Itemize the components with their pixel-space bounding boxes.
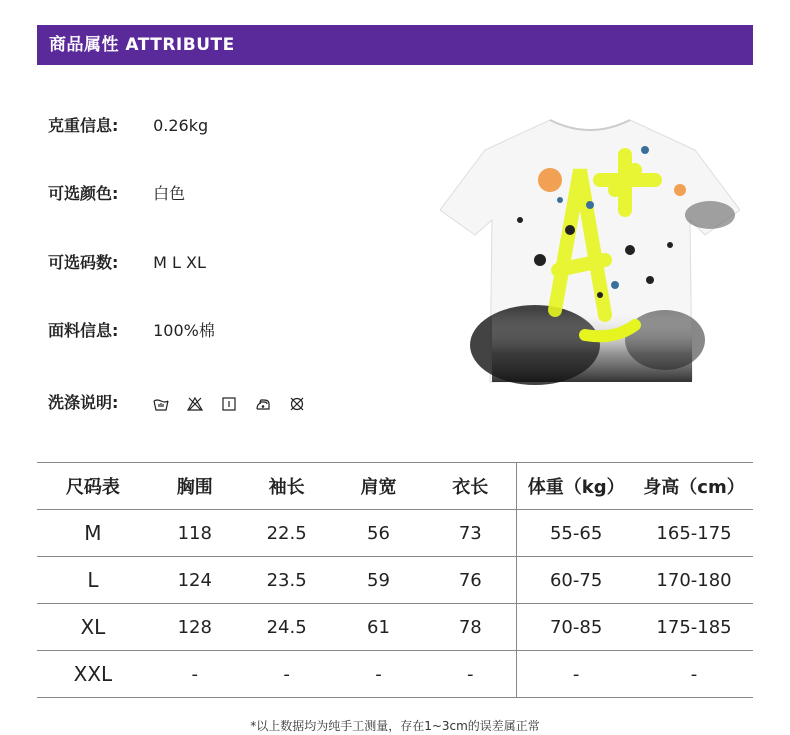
attr-sizes-label: 可选码数: bbox=[48, 253, 119, 272]
iron-icon bbox=[255, 396, 271, 412]
attr-color bbox=[48, 181, 185, 204]
table-cell: 56 bbox=[333, 510, 425, 557]
footnote: *以上数据均为纯手工测量，存在1~3cm的误差属正常 bbox=[250, 719, 540, 733]
table-row bbox=[37, 557, 753, 604]
table-cell: - bbox=[635, 651, 753, 698]
table-cell: 55-65 bbox=[517, 510, 635, 557]
table-cell: 59 bbox=[333, 557, 425, 604]
no-bleach-icon bbox=[187, 396, 203, 412]
hand-wash-icon bbox=[153, 396, 169, 412]
table-header-cell: 尺码表 bbox=[37, 463, 149, 510]
attr-fabric-value: 100%棉 bbox=[153, 321, 215, 340]
table-cell: 128 bbox=[149, 604, 241, 651]
table-cell: 73 bbox=[424, 510, 516, 557]
table-cell: - bbox=[517, 651, 635, 698]
table-header-cell: 衣长 bbox=[424, 463, 516, 510]
table-cell: XL bbox=[37, 604, 149, 651]
table-row bbox=[37, 604, 753, 651]
size-table bbox=[37, 462, 753, 698]
table-cell: - bbox=[424, 651, 516, 698]
attr-care bbox=[48, 390, 305, 413]
table-cell: 24.5 bbox=[241, 604, 333, 651]
attr-fabric-label: 面料信息: bbox=[48, 321, 119, 340]
table-cell: - bbox=[333, 651, 425, 698]
table-header-row bbox=[37, 463, 753, 510]
table-cell: M bbox=[37, 510, 149, 557]
attr-color-label: 可选颜色: bbox=[48, 184, 119, 203]
attr-care-label: 洗涤说明: bbox=[48, 393, 119, 412]
table-cell: - bbox=[149, 651, 241, 698]
table-cell: 175-185 bbox=[635, 604, 753, 651]
table-cell: XXL bbox=[37, 651, 149, 698]
table-header-cell: 胸围 bbox=[149, 463, 241, 510]
tumble-dry-icon bbox=[221, 396, 237, 412]
table-cell: 70-85 bbox=[517, 604, 635, 651]
attr-weight-label: 克重信息: bbox=[48, 116, 119, 135]
table-row bbox=[37, 510, 753, 557]
attr-weight-value: 0.26kg bbox=[153, 116, 209, 135]
no-dry-clean-icon bbox=[289, 396, 305, 412]
table-cell: 124 bbox=[149, 557, 241, 604]
attr-sizes-value: M L XL bbox=[153, 253, 206, 272]
table-cell: L bbox=[37, 557, 149, 604]
attr-fabric bbox=[48, 318, 215, 341]
product-image bbox=[440, 110, 740, 390]
table-cell: 118 bbox=[149, 510, 241, 557]
table-cell: 61 bbox=[333, 604, 425, 651]
table-cell: 170-180 bbox=[635, 557, 753, 604]
section-header: 商品属性 ATTRIBUTE bbox=[37, 25, 753, 65]
attr-sizes bbox=[48, 250, 206, 273]
attr-color-value: 白色 bbox=[153, 184, 186, 203]
table-row bbox=[37, 651, 753, 698]
table-cell: 76 bbox=[424, 557, 516, 604]
table-header-cell: 体重（kg） bbox=[517, 463, 635, 510]
table-cell: 165-175 bbox=[635, 510, 753, 557]
table-header-cell: 袖长 bbox=[241, 463, 333, 510]
attr-weight bbox=[48, 113, 208, 136]
table-cell: 78 bbox=[424, 604, 516, 651]
table-header-cell: 身高（cm） bbox=[635, 463, 753, 510]
table-cell: 60-75 bbox=[517, 557, 635, 604]
table-cell: - bbox=[241, 651, 333, 698]
care-icons bbox=[153, 396, 305, 412]
table-cell: 23.5 bbox=[241, 557, 333, 604]
table-header-cell: 肩宽 bbox=[333, 463, 425, 510]
table-cell: 22.5 bbox=[241, 510, 333, 557]
